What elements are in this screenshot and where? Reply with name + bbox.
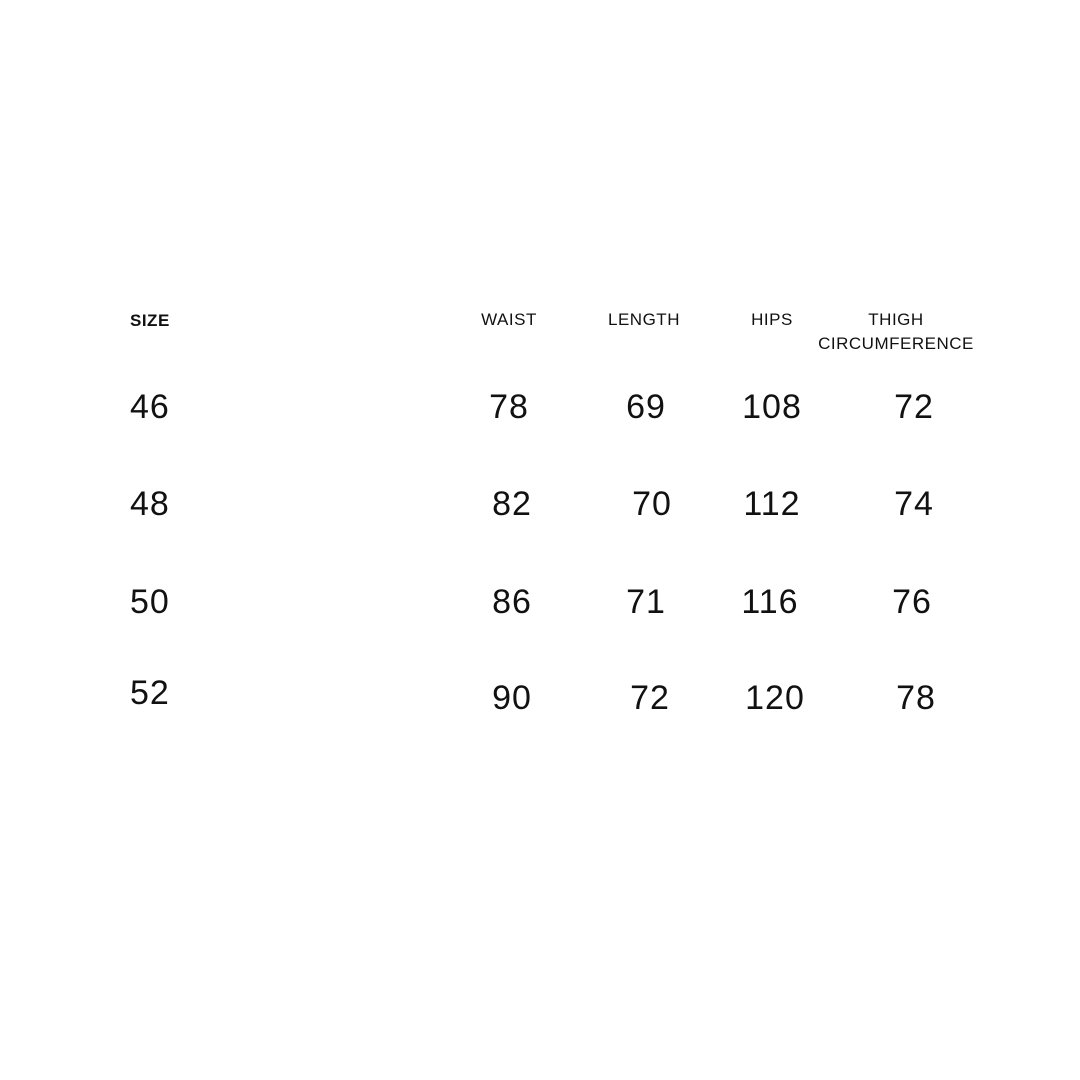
cell-length: 69 — [626, 388, 666, 426]
cell-thigh: 78 — [896, 679, 936, 717]
cell-hips: 112 — [743, 485, 801, 523]
header-hips: HIPS — [751, 310, 793, 329]
header-thigh-line1: THIGH — [868, 310, 924, 329]
cell-hips: 116 — [741, 583, 799, 621]
table-row — [0, 382, 1080, 432]
cell-thigh: 74 — [894, 485, 934, 523]
header-waist: WAIST — [481, 310, 537, 329]
cell-waist: 78 — [489, 388, 529, 426]
table-row — [0, 577, 1080, 627]
cell-size: 46 — [130, 388, 170, 426]
cell-length: 72 — [630, 679, 670, 717]
cell-length: 71 — [626, 583, 666, 621]
cell-length: 70 — [632, 485, 672, 523]
cell-waist: 90 — [492, 679, 532, 717]
cell-size: 52 — [130, 674, 170, 712]
cell-waist: 82 — [492, 485, 532, 523]
cell-thigh: 76 — [892, 583, 932, 621]
table-row — [0, 670, 1080, 720]
cell-hips: 108 — [742, 388, 802, 426]
table-row — [0, 479, 1080, 529]
cell-thigh: 72 — [894, 388, 934, 426]
header-thigh-line2: CIRCUMFERENCE — [818, 334, 974, 353]
header-length: LENGTH — [608, 310, 680, 329]
cell-size: 48 — [130, 485, 170, 523]
cell-size: 50 — [130, 583, 170, 621]
header-thigh-circumference — [806, 308, 986, 356]
header-size: SIZE — [130, 311, 170, 330]
cell-waist: 86 — [492, 583, 532, 621]
cell-hips: 120 — [745, 679, 805, 717]
